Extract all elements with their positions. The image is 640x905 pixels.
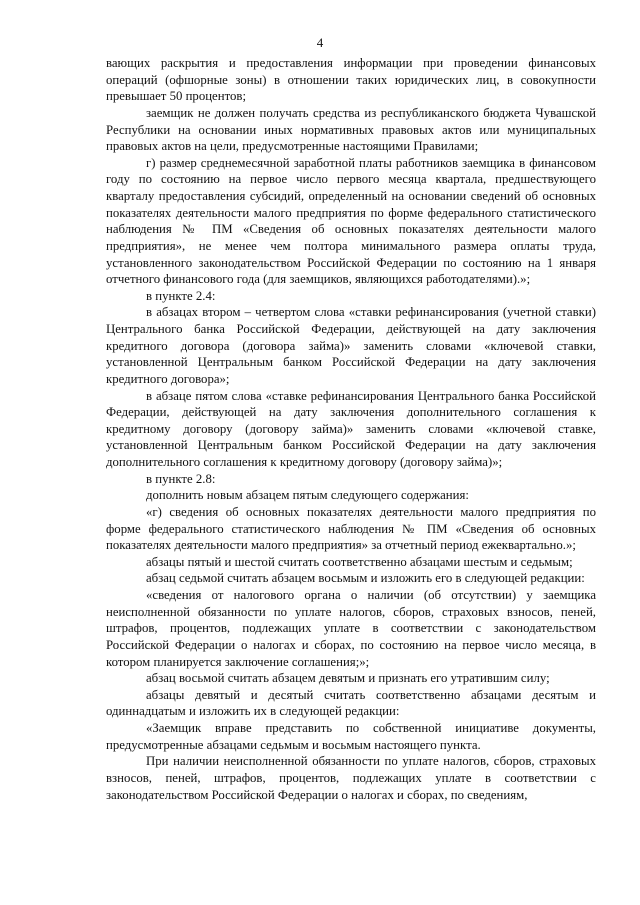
document-body bbox=[106, 55, 596, 803]
paragraph: вающих раскрытия и предоставления информации при проведении финансовых операций (офшорные зоны) в отношении таких юридических лиц, в совокупности превышает 50 процентов; bbox=[106, 56, 596, 104]
paragraph: «г) сведения об основных показателях деятельности малого предприятия по форме федерального статистического наблюдения № ПМ «Сведения об основных показателях деятельности малого предприятия» за отчетный период ежеквартально.»; bbox=[106, 504, 596, 553]
paragraph: г) размер среднемесячной заработной платы работников заемщика в финансовом году по состоянию на первое число первого месяца квартала, предшествующего кварталу предоставления субсидий, определенный на основании сведений об основных показателях деятельности малого предприятия по форме федерального статистического наблюдения № ПМ «Сведения об основных показателях деятельности малого предприятия», не менее чем полтора минимального размера оплаты труда, установленного законодательством Российской Федерации по состоянию на 1 января отчетного финансового года (для заемщиков, являющихся работодателями).»; bbox=[106, 155, 596, 287]
paragraph: в абзаце пятом слова «ставке рефинансирования Центрального банка Российской Федерации, действующей на дату заключения дополнительного соглашения к кредитному договору (договору займа)» заменить словами «ключевой ставке, установленной Центральным банком Российской Федерации на дату заключения дополнительного соглашения к кредитному договору (договору займа)»; bbox=[106, 388, 596, 469]
page-number: 4 bbox=[316, 35, 324, 50]
paragraph: «Заемщик вправе представить по собственной инициативе документы, предусмотренные абзацами седьмым и восьмым настоящего пункта. bbox=[106, 721, 596, 752]
paragraph: дополнить новым абзацем пятым следующего содержания: bbox=[146, 488, 469, 503]
paragraph: «сведения от налогового органа о наличии (об отсутствии) у заемщика неисполненной обязанности по уплате налогов, сборов, страховых взносов, пеней, штрафов, процентов, подлежащих уплате в соответствии с законодательством Российской Федерации о налогах и сборах, по состоянию на первое число месяца, в котором планируется заключение соглашения;»; bbox=[106, 588, 596, 669]
paragraph: абзацы девятый и десятый считать соответственно абзацами десятым и одиннадцатым и изложить их в следующей редакции: bbox=[106, 687, 596, 719]
paragraph: абзац седьмой считать абзацем восьмым и изложить его в следующей редакции: bbox=[146, 571, 585, 586]
paragraph: абзацы пятый и шестой считать соответственно абзацами шестым и седьмым; bbox=[146, 554, 573, 569]
paragraph: в абзацах втором – четвертом слова «ставки рефинансирования (учетной ставки) Центрального банка Российской Федерации, действующей на дату заключения кредитного договора (договора займа)» заменить словами «ключевой ставки, установленной Центральным банком Российской Федерации на дату заключения кредитного договора»; bbox=[106, 305, 596, 386]
paragraph: абзац восьмой считать абзацем девятым и признать его утратившим силу; bbox=[146, 671, 550, 686]
paragraph: в пункте 2.4: bbox=[146, 288, 216, 303]
paragraph: заемщик не должен получать средства из республиканского бюджета Чувашской Республики на основании иных нормативных правовых актов или муниципальных правовых актов на цели, предусмотренные настоящими Правилами; bbox=[106, 105, 596, 154]
paragraph: При наличии неисполненной обязанности по уплате налогов, сборов, страховых взносов, пеней, штрафов, процентов, подлежащих уплате в соответствии с законодательством Российской Федерации о налогах и сборах, по сведениям, bbox=[106, 754, 596, 802]
paragraph: в пункте 2.8: bbox=[146, 471, 216, 486]
